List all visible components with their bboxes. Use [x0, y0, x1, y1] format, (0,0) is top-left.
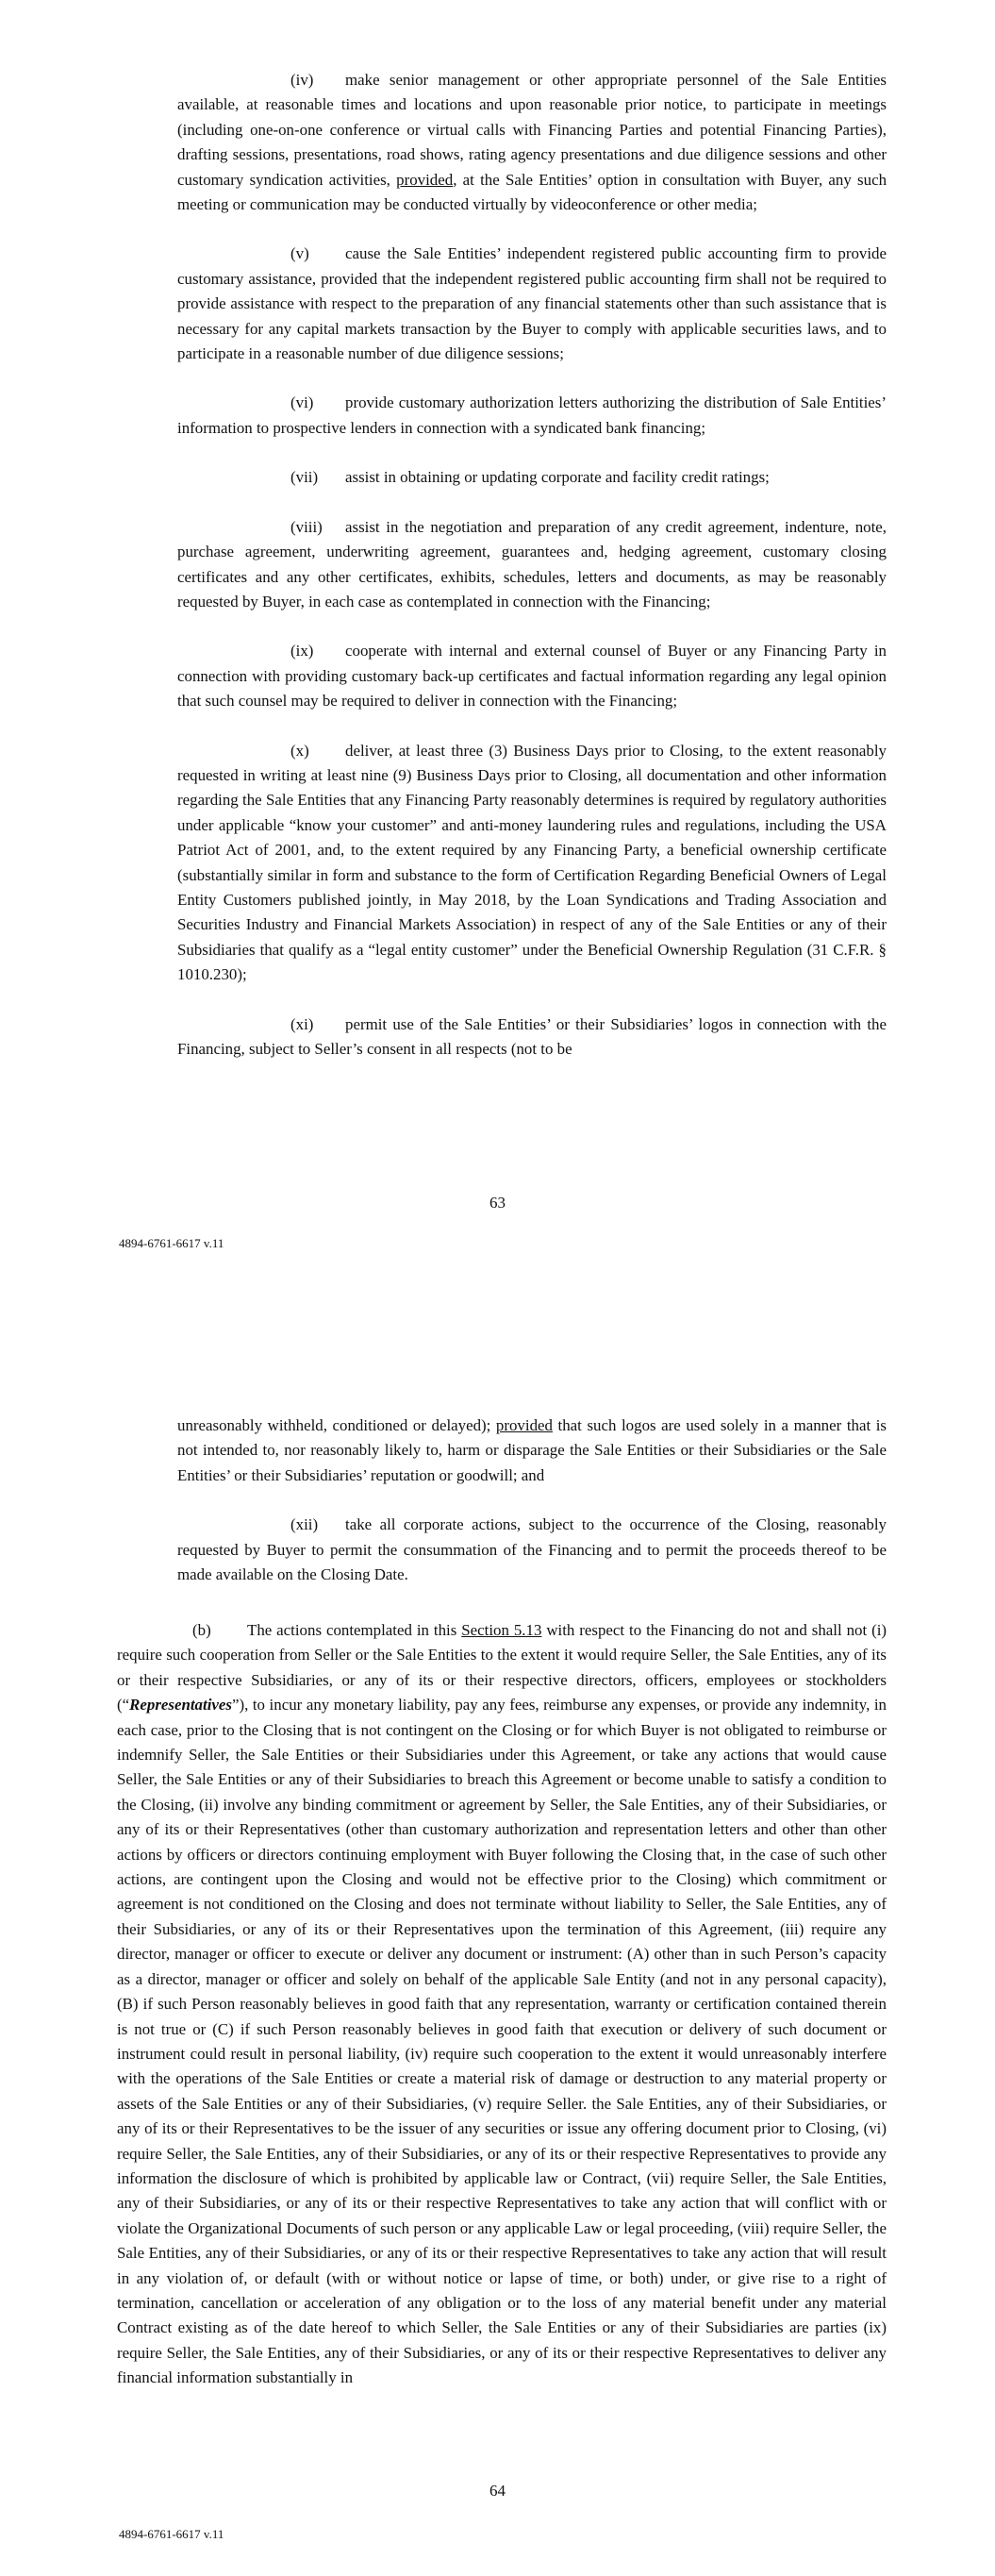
clause-number: (vi) [290, 393, 314, 412]
clause-number: (iv) [290, 71, 314, 89]
clause-xii [177, 1513, 887, 1587]
clause-text: unreasonably withheld, conditioned or delayed); [177, 1416, 496, 1434]
document-id: 4894-6761-6617 v.11 [119, 1236, 224, 1250]
section-reference: Section 5.13 [461, 1621, 542, 1639]
page-body [177, 1413, 887, 1612]
clause-text-tail: that such logos are used solely in a manner that is not intended to, nor reasonably likely to, harm or disparage the Sale Entities or their Subsidiaries or the Sale Entities’ or their Subsidiaries’ reputation or goodwill; and [177, 1416, 887, 1484]
clause-number: (xii) [290, 1515, 319, 1534]
clause-text: with respect to the Financing do not and shall not (i) require such cooperation from Seller or the Sale Entities to the extent it would require Seller, the Sale Entities, any of its or their respective Subsidiaries, or any of its or their respective directors, officers, employees or stockholders (“ [117, 1621, 887, 1715]
clause-text: The actions contemplated in this [247, 1621, 462, 1639]
clause-x [177, 739, 887, 988]
clause-text: make senior management or other appropriate personnel of the Sale Entities available, at reasonable times and locations and upon reasonable prior notice, to participate in meetings (including one-on-one conference or virtual calls with Financing Parties and potential Financing Parties), drafting sessions, presentations, road shows, rating agency presentations and due diligence sessions and other customary syndication activities, [177, 71, 887, 189]
clause-text: provide customary authorization letters authorizing the distribution of Sale Entities’ information to prospective lenders in connection with a syndicated bank financing; [177, 393, 887, 437]
continued-clause-xi [177, 1413, 887, 1488]
clause-ix [177, 639, 887, 713]
clause-text-tail: , at the Sale Entities’ option in consultation with Buyer, any such meeting or communication may be conducted virtually by videoconference or other media; [177, 170, 887, 214]
clause-number: (ix) [290, 642, 314, 661]
clause-text: ”), to incur any monetary liability, pay any fees, reimburse any expenses, or provide any indemnity, in each case, prior to the Closing that is not contingent on the Closing or for which Buyer is not obligated to reimburse or indemnify Seller, the Sale Entities or their Subsidiaries under this Agreement, or take any actions that would cause Seller, the Sale Entities or any of their Subsidiaries to breach this Agreement or become unable to satisfy a condition to the Closing, (ii) involve any binding commitment or agreement by Seller, the Sale Entities, any of their Subsidiaries, or any of its or their Representatives (other than customary authorization and representation letters and other than other actions by officers or directors continuing employment with Buyer following the Closing that, in the case of such other actions, are contingent upon the Closing and would not be effective prior to the Closing) which commitment or agreement is not conditioned on the Closing and does not terminate without liability to Seller, the Sale Entities, any of their Subsidiaries, or any of its or their Representatives upon the termination of this Agreement, (iii) require any director, manager or officer to execute or deliver any document or instrument: (A) other than in such Person’s capacity as a director, manager or officer and solely on behalf of the applicable Sale Entity (and not in any personal capacity), (B) if such Person reasonably believes in good faith that any representation, warranty or certification contained therein is not true or (C) if such Person reasonably believes in good faith that execution or delivery of such document or instrument could result in personal liability, (iv) require such cooperation to the extent it would unreasonably interfere with the operations of the Sale Entities or create a material risk of damage or destruction to any material property or assets of the Sale Entities or any of their Subsidiaries, (v) require Seller. the Sale Entities, any of their Subsidiaries, or any of its or their Representatives to be the issuer of any securities or issue any offering document prior to Closing, (vi) require Seller, the Sale Entities, any of their Subsidiaries, or any of its or their respective Representatives to provide any information the disclosure of which is prohibited by applicable law or Contract, (vii) require Seller, the Sale Entities, any of their Subsidiaries, or any of its or their respective Representatives to take any action that will conflict with or violate the Organizational Documents of such person or any applicable Law or legal proceeding, (viii) require Seller, the Sale Entities, any of their Subsidiaries, or any of its or their respective Representatives to take any action that will result in any violation of, or default (with or without notice or lapse of time, or both) under, or give rise to a right of termination, cancellation or acceleration of any obligation or to the loss of any material benefit under any material Contract existing as of the date hereof to which Seller, the Sale Entities or any of their Subsidiaries are parties (ix) require Seller, the Sale Entities, any of their Subsidiaries, or any of its or their respective Representatives to deliver any financial information substantially in [117, 1696, 887, 2387]
clause-number: (v) [290, 244, 309, 263]
page-number: 64 [489, 2482, 506, 2500]
clause-vi [177, 391, 887, 441]
page-body [177, 68, 887, 1086]
clause-number: (b) [192, 1621, 211, 1639]
clause-viii [177, 515, 887, 615]
clause-text: assist in obtaining or updating corporate and facility credit ratings; [345, 468, 770, 487]
clause-number: (viii) [290, 517, 323, 536]
clause-iv [177, 68, 887, 217]
page-number: 63 [489, 1194, 506, 1212]
clause-text: cooperate with internal and external counsel of Buyer or any Financing Party in connection with providing customary back-up certificates and factual information regarding any legal opinion that such counsel may be required to deliver in connection with the Financing; [177, 642, 887, 711]
clause-vii [177, 465, 887, 490]
clause-xi [177, 1012, 887, 1062]
clause-text: cause the Sale Entities’ independent registered public accounting firm to provide customary assistance, provided that the independent registered public accounting firm shall not be required to provide assistance with respect to the preparation of any financial statements other than such assistance that is necessary for any capital markets transaction by the Buyer to comply with applicable securities laws, and to participate in a reasonable number of due diligence sessions; [177, 244, 887, 363]
underlined-term: provided [396, 170, 454, 189]
underlined-term: provided [495, 1416, 553, 1434]
clause-number: (vii) [290, 468, 319, 487]
clause-v [177, 242, 887, 366]
document-page-64 [0, 1288, 995, 2576]
clause-b [117, 1618, 887, 2391]
defined-term: Representatives [129, 1696, 232, 1715]
clause-text: take all corporate actions, subject to the occurrence of the Closing, reasonably requested by Buyer to permit the consummation of the Financing and to permit the proceeds thereof to be made available on the Closing Date. [177, 1515, 887, 1584]
clause-text: deliver, at least three (3) Business Days prior to Closing, to the extent reasonably requested in writing at least nine (9) Business Days prior to Closing, all documentation and other information regarding the Sale Entities that any Financing Party reasonably determines is required by regulatory authorities under applicable “know your customer” and anti-money laundering rules and regulations, including the USA Patriot Act of 2001, and, to the extent required by any Financing Party, a beneficial ownership certificate (substantially similar in form and substance to the form of Certification Regarding Beneficial Owners of Legal Entity Customers published jointly, in May 2018, by the Loan Syndications and Trading Association and Securities Industry and Financial Markets Association) in respect of any of the Sale Entities or any of their Subsidiaries that qualify as a “legal entity customer” under the Beneficial Ownership Regulation (31 C.F.R. § 1010.230); [177, 741, 887, 984]
clause-number: (xi) [290, 1014, 314, 1033]
clause-text: assist in the negotiation and preparation of any credit agreement, indenture, note, purchase agreement, underwriting agreement, guarantees and, hedging agreement, customary closing certificates and any other certificates, exhibits, schedules, letters and documents, as may be reasonably requested by Buyer, in each case as contemplated in connection with the Financing; [177, 517, 887, 611]
clause-number: (x) [290, 741, 309, 760]
document-id: 4894-6761-6617 v.11 [119, 2527, 224, 2541]
section-b-body [117, 1618, 887, 2416]
clause-text: permit use of the Sale Entities’ or their Subsidiaries’ logos in connection with the Financing, subject to Seller’s consent in all respects (not to be [177, 1014, 887, 1058]
